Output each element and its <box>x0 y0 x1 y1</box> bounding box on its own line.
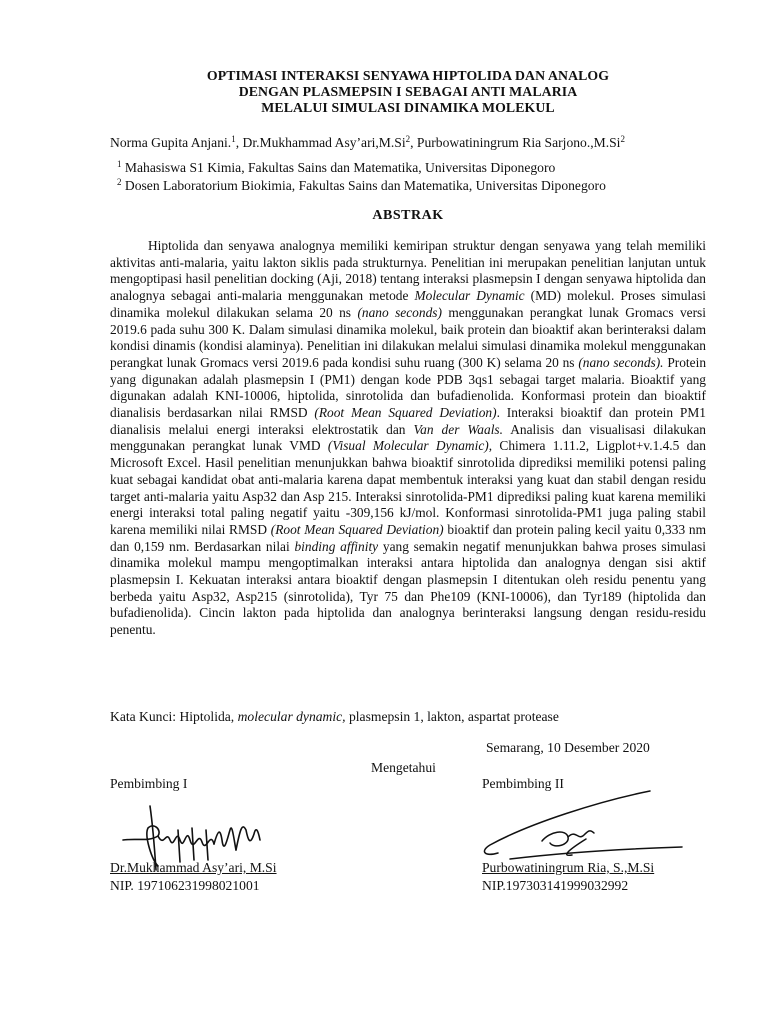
abstract-text-run: Analisis dan visualisasi dilakukan menggunakan perangkat lunak VMD <box>110 421 706 454</box>
title-line-2: DENGAN PLASMEPSIN I SEBAGAI ANTI MALARIA <box>238 84 578 99</box>
supervisor-2-label: Pembimbing II <box>482 776 564 791</box>
abstract-italic-run: (Root Mean Squared Deviation) <box>314 405 497 421</box>
supervisor-2-name: Purbowatiningrum Ria, S.,M.Si <box>482 860 655 875</box>
abstract-text-run: bioaktif dan protein paling kecil yaitu 0,333 nm dan 0,159 nm. Berdasarkan nilai <box>110 521 707 554</box>
abstract-text-run: . Interaksi bioaktif dan protein PM1 dianalisis melalui energi interaksi elektrostatik dan <box>110 405 706 437</box>
abstract-text-run: menggunakan perangkat lunak Gromacs versi 2019.6 pada suhu 300 K. Dalam simulasi dinamika molekul, baik protein dan bioaktif akan berinteraksi dalam kondisi dinamis (kondisi alaminya). Penelitian ini dilakukan melalui simulasi dinamika molekul menggunakan perangkat lunak Gromacs versi 2019.6 pada kondisi suhu ruang (300 K) selama 20 ns <box>110 304 706 370</box>
keywords <box>110 709 559 725</box>
author-separator: , <box>410 135 417 150</box>
abstract-body <box>110 238 706 639</box>
supervisor-1-nip: NIP. 197106231998021001 <box>110 878 260 893</box>
title-line-3: MELALUI SIMULASI DINAMIKA MOLEKUL <box>261 100 555 115</box>
keyword-italic: molecular dynamic, <box>237 709 346 724</box>
affiliation-mark: 2 <box>117 177 122 187</box>
supervisor-1-label: Pembimbing I <box>110 776 188 791</box>
author-list <box>110 134 730 151</box>
author-name: Norma Gupita Anjani. <box>110 135 232 150</box>
keywords-rest: plasmepsin 1, lakton, aspartat protease <box>345 709 559 724</box>
abstract-text-run: , Chimera 1.11.2, Ligplot+v.1.4.5 dan Microsoft Excel. Hasil penelitian menunjukkan bahwa bioaktif sinrotolida diprediksi memiliki potensi paling kuat sebagai kandidat obat anti-malaria karena dapat membentuk interaksi yang kuat dan stabil dengan residu target anti-malaria yaitu Asp32 dan Asp 215. Interaksi sinrotolida-PM1 diprediksi paling kuat karena memiliki energi interaksi total paling negatif yaitu -309,156 kJ/mol. Konformasi sinrotolida-PM1 juga paling stabil karena memiliki nilai RMSD <box>110 438 706 537</box>
author-name: Dr.Mukhammad Asy’ari,M.Si <box>242 135 406 150</box>
abstract-italic-run: Molecular Dynamic <box>414 288 525 304</box>
abstract-italic-run: (Visual Molecular Dynamic) <box>327 438 489 454</box>
abstract-heading: ABSTRAK <box>372 208 444 223</box>
signing-date: Semarang, 10 Desember 2020 <box>486 740 650 755</box>
abstract-paragraph <box>110 238 706 639</box>
affiliation-text: Dosen Laboratorium Biokimia, Fakultas Sains dan Matematika, Universitas Diponegoro <box>124 178 606 193</box>
supervisor-2-nip: NIP.197303141999032992 <box>482 878 629 893</box>
author-separator: , <box>235 135 243 150</box>
affiliation-1 <box>117 159 555 176</box>
abstract-text-run: Protein yang digunakan adalah plasmepsin I (PM1) dengan kode PDB 3qs1 sebagai target malaria. Bioaktif yang digunakan adalah KNI-10006, hiptolida, sinrotolida dan bufadienolida. Konformasi protein dan bioaktif dianalisis berdasarkan nilai RMSD <box>110 354 707 421</box>
abstract-italic-run: (Root Mean Squared Deviation) <box>270 521 444 537</box>
affiliation-2 <box>117 177 606 194</box>
abstract-italic-run: Van der Waals. <box>413 421 503 437</box>
author-name: Purbowatiningrum Ria Sarjono.,M.Si <box>416 135 621 150</box>
title-line-1: OPTIMASI INTERAKSI SENYAWA HIPTOLIDA DAN ANALOG <box>206 68 610 83</box>
abstract-italic-run: (nano seconds) <box>357 304 442 320</box>
affiliation-mark: 1 <box>117 159 122 169</box>
paper-title <box>110 68 706 116</box>
acknowledged-label: Mengetahui <box>371 760 436 775</box>
abstract-text-run: (MD) molekul. Proses simulasi dinamika molekul dilakukan selama 20 ns <box>110 288 706 320</box>
affiliation-text: Mahasiswa S1 Kimia, Fakultas Sains dan Matematika, Universitas Diponegoro <box>124 160 556 175</box>
author-affiliation-mark: 2 <box>405 134 411 144</box>
abstract-italic-run: binding affinity <box>294 538 379 554</box>
author-affiliation-mark: 1 <box>231 134 236 144</box>
abstract-italic-run: (nano seconds). <box>578 354 664 370</box>
abstract-text-run: yang semakin negatif menunjukkan bahwa proses simulasi dinamika molekul mampu mengoptimalkan interaksi antara hiptolida dan analognya dengan sisi aktif plasmepsin I. Kekuatan interaksi antara bioaktif dengan plasmepsin I ditentukan oleh residu penentu yang berbeda yaitu Asp32, Asp215 (sinrotolida), Tyr 75 dan Phe109 (KNI-10006), dan Tyr189 (hiptolida dan bufadienolida). Cincin lakton pada hiptolida dan analognya berinteraksi langsung dengan residu-residu penentu. <box>110 538 706 638</box>
keywords-label: Kata Kunci: Hiptolida, <box>110 709 238 724</box>
abstract-text-run: Hiptolida dan senyawa analognya memiliki kemiripan struktur dengan senyawa yang telah memiliki aktivitas anti-malaria, yaitu lakton siklis pada strukturnya. Penelitian ini merupakan penelitian lanjutan untuk mengoptipasi hasil penelitian docking (Aji, 2018) tentang interaksi plasmepsin I dengan senyawa hiptolida dan analognya sebagai anti-malaria menggunakan metode <box>110 238 706 304</box>
author-affiliation-mark: 2 <box>620 134 625 144</box>
supervisor-1-name: Dr.Mukhammad Asy’ari, M.Si <box>110 860 277 875</box>
